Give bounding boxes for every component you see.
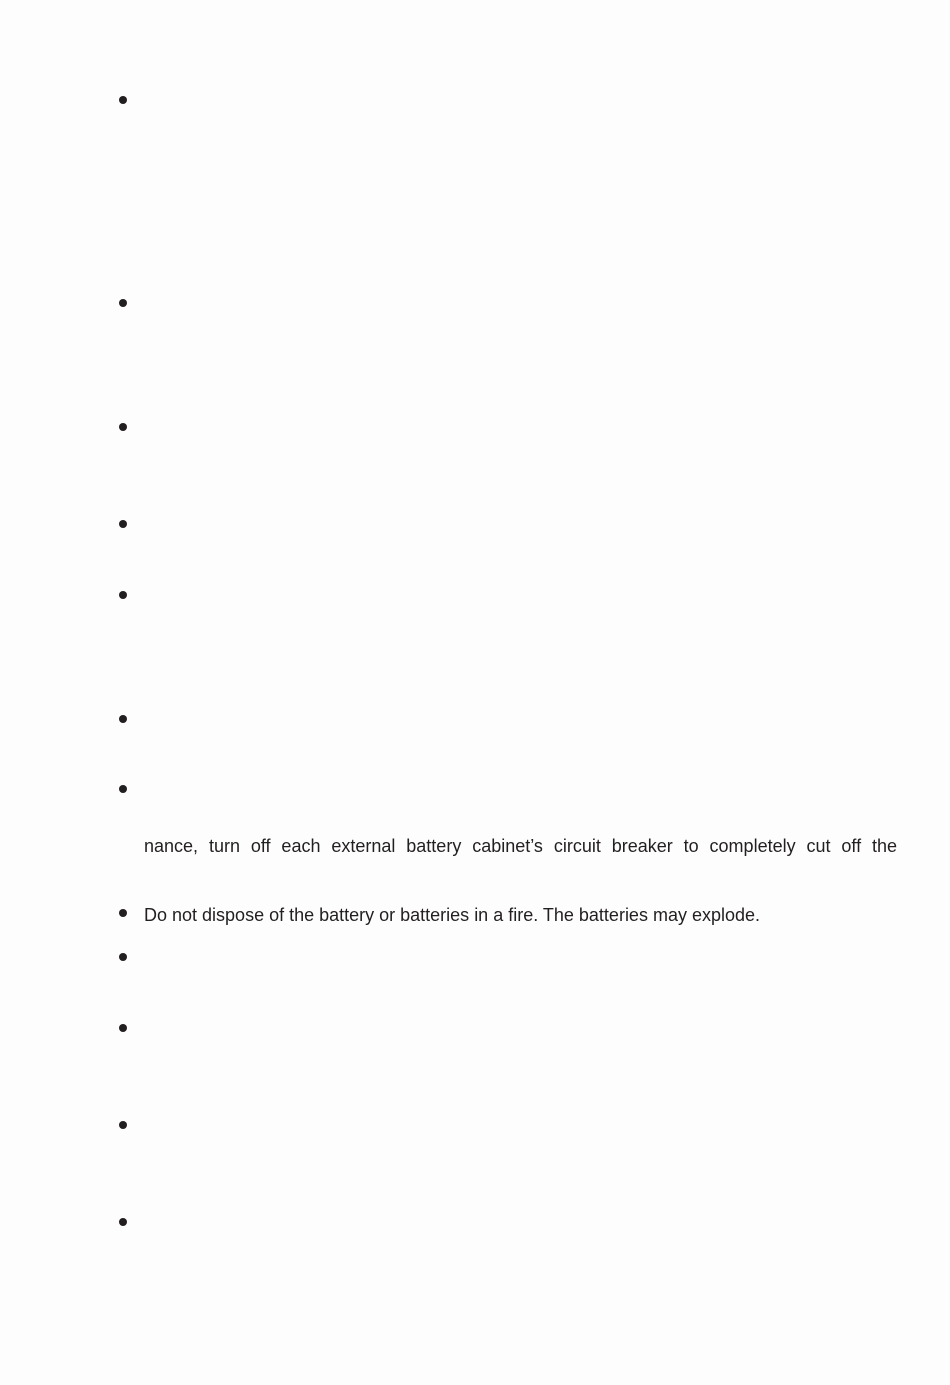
bullet-icon <box>119 1121 127 1129</box>
list-item-fire-warning: Do not dispose of the battery or batteries in a fire. The batteries may explode. <box>144 905 761 925</box>
bullet-icon <box>119 909 127 917</box>
bullet-icon <box>119 520 127 528</box>
bullet-icon <box>119 785 127 793</box>
bullet-icon <box>119 591 127 599</box>
bullet-icon <box>119 96 127 104</box>
bullet-icon <box>119 715 127 723</box>
bullet-icon <box>119 1218 127 1226</box>
bullet-icon <box>119 299 127 307</box>
bullet-icon <box>119 423 127 431</box>
bullet-icon <box>119 1024 127 1032</box>
list-item-continuation: nance, turn off each external battery cabinet’s circuit breaker to completely cut off the <box>144 836 897 856</box>
bullet-icon <box>119 953 127 961</box>
